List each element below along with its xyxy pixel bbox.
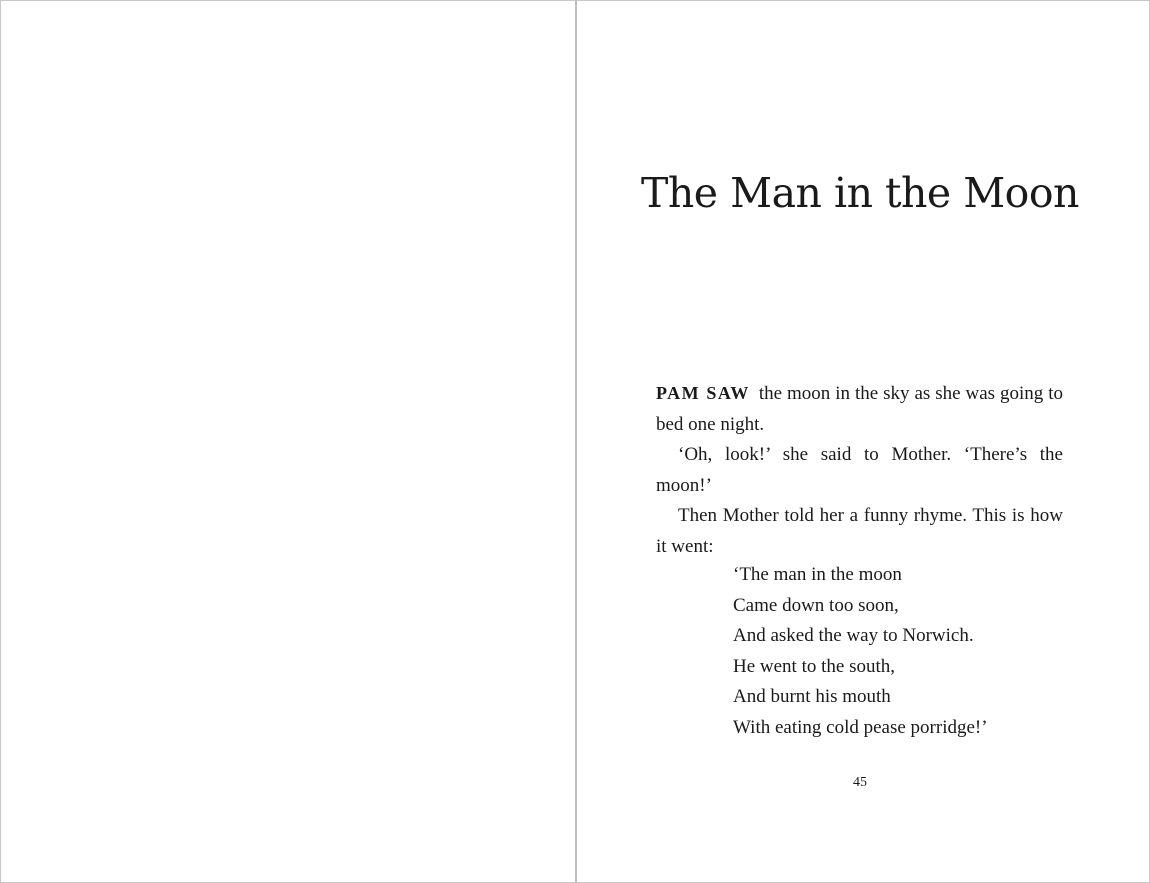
paragraph-1-text: the moon in the sky as she was going to bed one night. bbox=[656, 383, 1064, 435]
paragraph-1 bbox=[656, 378, 1063, 440]
right-page bbox=[577, 1, 1149, 882]
verse-line: He went to the south, bbox=[733, 655, 896, 677]
page-number: 45 bbox=[853, 775, 867, 790]
verse-line: And asked the way to Norwich. bbox=[733, 625, 974, 647]
paragraph-2: ‘Oh, look!’ she said to Mother. ‘There’s the moon!’ bbox=[656, 444, 1063, 496]
verse-line: And burnt his mouth bbox=[733, 686, 891, 708]
verse-line: ‘The man in the moon bbox=[733, 564, 902, 585]
left-page bbox=[1, 1, 575, 882]
paragraph-3: Then Mother told her a funny rhyme. This is how it went: bbox=[656, 505, 1063, 557]
story-text bbox=[656, 378, 1063, 562]
lead-in-smallcaps: PAM SAW bbox=[656, 383, 750, 403]
chapter-title: The Man in the Moon bbox=[641, 169, 1079, 217]
verse-line: With eating cold pease porridge!’ bbox=[733, 716, 988, 738]
verse-line: Came down too soon, bbox=[733, 594, 899, 616]
rhyme-verse bbox=[733, 560, 1063, 744]
